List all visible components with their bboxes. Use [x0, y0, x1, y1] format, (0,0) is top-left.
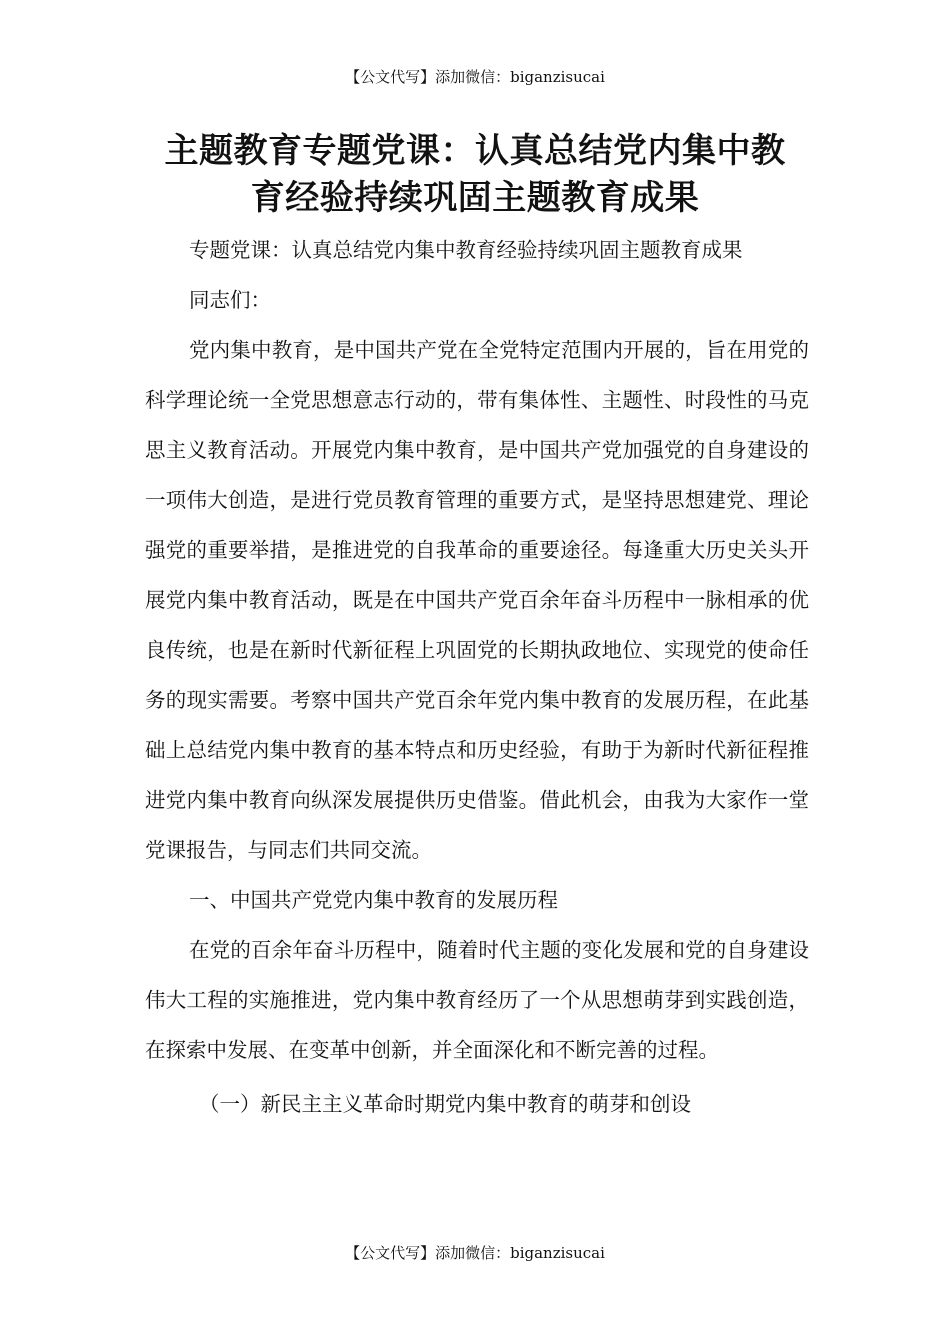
title-line-2: 育经验持续巩固主题教育成果	[250, 178, 700, 218]
document-body	[145, 225, 809, 1129]
body-paragraph: 在党的百余年奋斗历程中，随着时代主题的变化发展和党的自身建设伟大工程的实施推进，党内集中教育经历了一个从思想萌芽到实践创造，在探索中发展、在变革中创新，并全面深化和不断完善的过程。	[145, 938, 809, 1062]
subtitle-paragraph: 专题党课：认真总结党内集中教育经验持续巩固主题教育成果	[189, 238, 743, 262]
page-header: 【公文代写】添加微信：biganzisucai	[345, 68, 605, 86]
document-title	[140, 128, 810, 222]
page-footer: 【公文代写】添加微信：biganzisucai	[345, 1244, 605, 1262]
body-paragraph: 党内集中教育，是中国共产党在全党特定范围内开展的，旨在用党的科学理论统一全党思想意志行动的，带有集体性、主题性、时段性的马克思主义教育活动。开展党内集中教育，是中国共产党加强党的自身建设的一项伟大创造，是进行党员教育管理的重要方式，是坚持思想建党、理论强党的重要举措，是推进党的自我革命的重要途径。每逢重大历史关头开展党内集中教育活动，既是在中国共产党百余年奋斗历程中一脉相承的优良传统，也是在新时代新征程上巩固党的长期执政地位、实现党的使命任务的现实需要。考察中国共产党百余年党内集中教育的发展历程，在此基础上总结党内集中教育的基本特点和历史经验，有助于为新时代新征程推进党内集中教育向纵深发展提供历史借鉴。借此机会，由我为大家作一堂党课报告，与同志们共同交流。	[145, 338, 809, 862]
section-heading: 一、中国共产党党内集中教育的发展历程	[189, 888, 558, 912]
subsection-heading: （一）新民主主义革命时期党内集中教育的萌芽和创设	[199, 1092, 691, 1116]
greeting-paragraph: 同志们：	[189, 288, 271, 312]
title-line-1: 主题教育专题党课：认真总结党内集中教	[164, 131, 786, 171]
